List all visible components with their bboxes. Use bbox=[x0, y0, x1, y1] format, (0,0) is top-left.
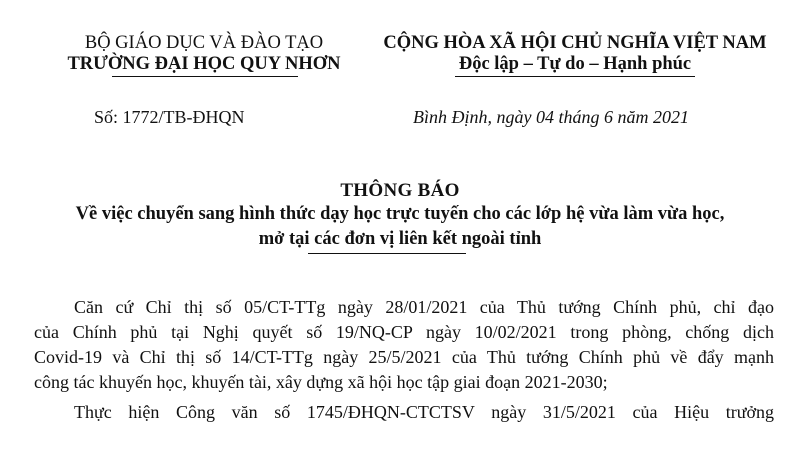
paragraph2-line1: Thực hiện Công văn số 1745/ĐHQN-CTCTSV ngày 31/5/2021 của Hiệu trưởng bbox=[74, 402, 774, 422]
notice-title: THÔNG BÁO bbox=[340, 180, 460, 201]
paragraph1-line2: của Chính phủ tại Nghị quyết số 19/NQ-CP ngày 10/02/2021 trong phòng, chống dịch bbox=[34, 322, 774, 342]
motto-underline bbox=[455, 76, 695, 77]
place-date: Bình Định, ngày 04 tháng 6 năm 2021 bbox=[413, 107, 689, 127]
notice-subtitle-line1: Về việc chuyển sang hình thức dạy học trực tuyến cho các lớp hệ vừa làm vừa học, bbox=[75, 204, 725, 224]
paragraph1-line1: Căn cứ Chỉ thị số 05/CT-TTg ngày 28/01/2021 của Thủ tướng Chính phủ, chỉ đạo bbox=[74, 297, 774, 317]
reference-number: Số: 1772/TB-ĐHQN bbox=[94, 107, 245, 127]
notice-subtitle-line2: mở tại các đơn vị liên kết ngoài tỉnh bbox=[258, 229, 542, 249]
republic-name: CỘNG HÒA XÃ HỘI CHỦ NGHĨA VIỆT NAM bbox=[383, 33, 767, 53]
subtitle-underline bbox=[308, 253, 466, 254]
university-name: TRƯỜNG ĐẠI HỌC QUY NHƠN bbox=[67, 54, 341, 74]
ministry-name: BỘ GIÁO DỤC VÀ ĐÀO TẠO bbox=[84, 33, 324, 53]
university-underline bbox=[112, 76, 298, 77]
national-motto: Độc lập – Tự do – Hạnh phúc bbox=[458, 54, 692, 74]
paragraph1-line4: công tác khuyến học, khuyến tài, xây dựng xã hội học tập giai đoạn 2021-2030; bbox=[34, 372, 608, 392]
paragraph1-line3: Covid-19 và Chỉ thị số 14/CT-TTg ngày 25/5/2021 của Thủ tướng Chính phủ về đẩy mạnh bbox=[34, 347, 774, 367]
